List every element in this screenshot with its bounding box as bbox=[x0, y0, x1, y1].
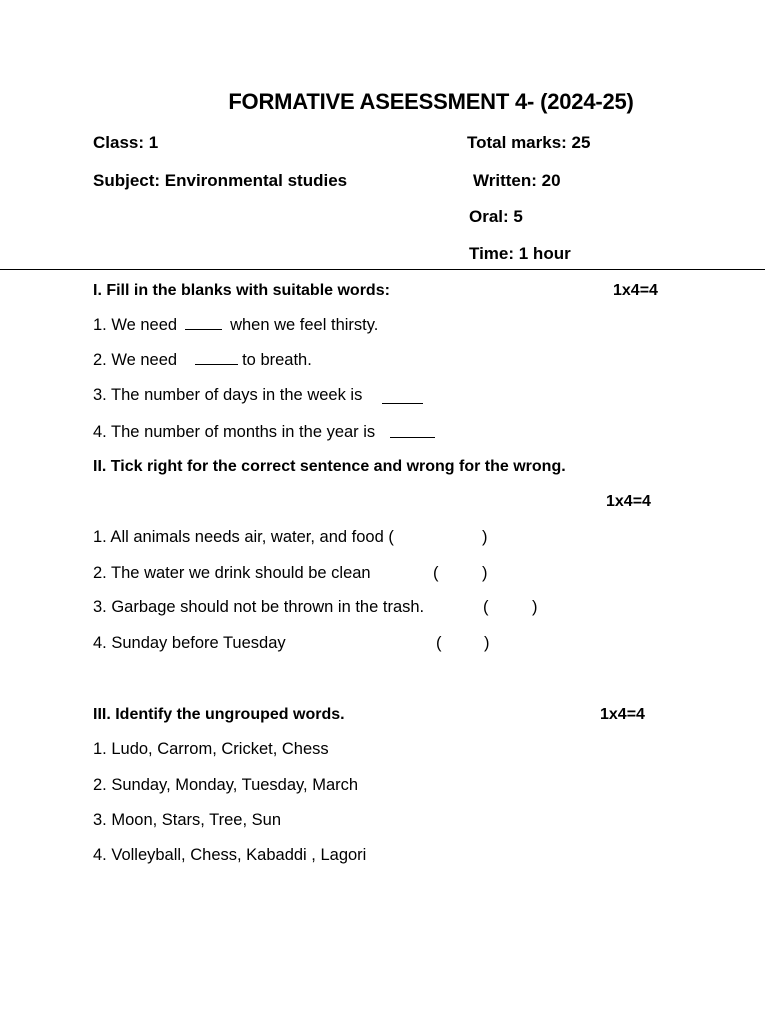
s1-question-1 bbox=[93, 316, 378, 335]
page-title: FORMATIVE ASEESSMENT 4- (2024-25) bbox=[228, 89, 634, 114]
written-marks-label: Written: 20 bbox=[473, 171, 561, 190]
section-1-marks: 1x4=4 bbox=[613, 282, 658, 299]
s2-q3-close: ) bbox=[532, 598, 538, 616]
s2-q4-close: ) bbox=[484, 634, 490, 652]
section-1-heading: I. Fill in the blanks with suitable words: bbox=[93, 282, 390, 299]
s2-q2-close: ) bbox=[482, 564, 488, 582]
s1-q2-blank bbox=[195, 364, 238, 365]
s3-question-3: 3. Moon, Stars, Tree, Sun bbox=[93, 811, 282, 829]
s2-question-1: 1. All animals needs air, water, and food ( bbox=[93, 528, 394, 546]
s1-q1-blank bbox=[185, 329, 222, 330]
s3-question-4: 4. Volleyball, Chess, Kabaddi , Lagori bbox=[93, 846, 367, 864]
section-2-marks: 1x4=4 bbox=[606, 493, 651, 510]
section-3-marks: 1x4=4 bbox=[600, 706, 645, 723]
s2-q1-close: ) bbox=[482, 528, 488, 546]
s1-q3-blank bbox=[382, 403, 423, 404]
s1-question-4 bbox=[93, 423, 435, 442]
s2-q2-open: ( bbox=[433, 564, 439, 582]
s1-q4-blank bbox=[390, 437, 435, 438]
s2-question-3: 3. Garbage should not be thrown in the trash. bbox=[93, 598, 425, 616]
time-label: Time: 1 hour bbox=[469, 244, 571, 263]
s2-q4-open: ( bbox=[436, 634, 442, 652]
total-marks-label: Total marks: 25 bbox=[467, 133, 591, 152]
class-label: Class: 1 bbox=[93, 133, 159, 152]
s3-question-1: 1. Ludo, Carrom, Cricket, Chess bbox=[93, 740, 329, 758]
s2-question-4: 4. Sunday before Tuesday bbox=[93, 634, 286, 652]
subject-label: Subject: Environmental studies bbox=[93, 171, 348, 190]
s2-q3-open: ( bbox=[483, 598, 489, 616]
s1-q1-text-b: when we feel thirsty. bbox=[230, 316, 379, 334]
s1-q1-text-a: 1. We need bbox=[93, 316, 178, 334]
header-divider bbox=[0, 269, 765, 270]
s1-question-3 bbox=[93, 386, 423, 405]
s1-question-2 bbox=[93, 351, 312, 370]
s1-q2-text-a: 2. We need bbox=[93, 351, 178, 369]
section-3-heading: III. Identify the ungrouped words. bbox=[93, 706, 345, 723]
s2-question-2: 2. The water we drink should be clean bbox=[93, 564, 371, 582]
section-2-heading: II. Tick right for the correct sentence and wrong for the wrong. bbox=[93, 458, 566, 475]
oral-marks-label: Oral: 5 bbox=[469, 207, 523, 226]
s1-q2-text-b: to breath. bbox=[242, 351, 312, 369]
s1-q4-text: 4. The number of months in the year is bbox=[93, 423, 376, 441]
s1-q3-text: 3. The number of days in the week is bbox=[93, 386, 363, 404]
s3-question-2: 2. Sunday, Monday, Tuesday, March bbox=[93, 776, 359, 794]
